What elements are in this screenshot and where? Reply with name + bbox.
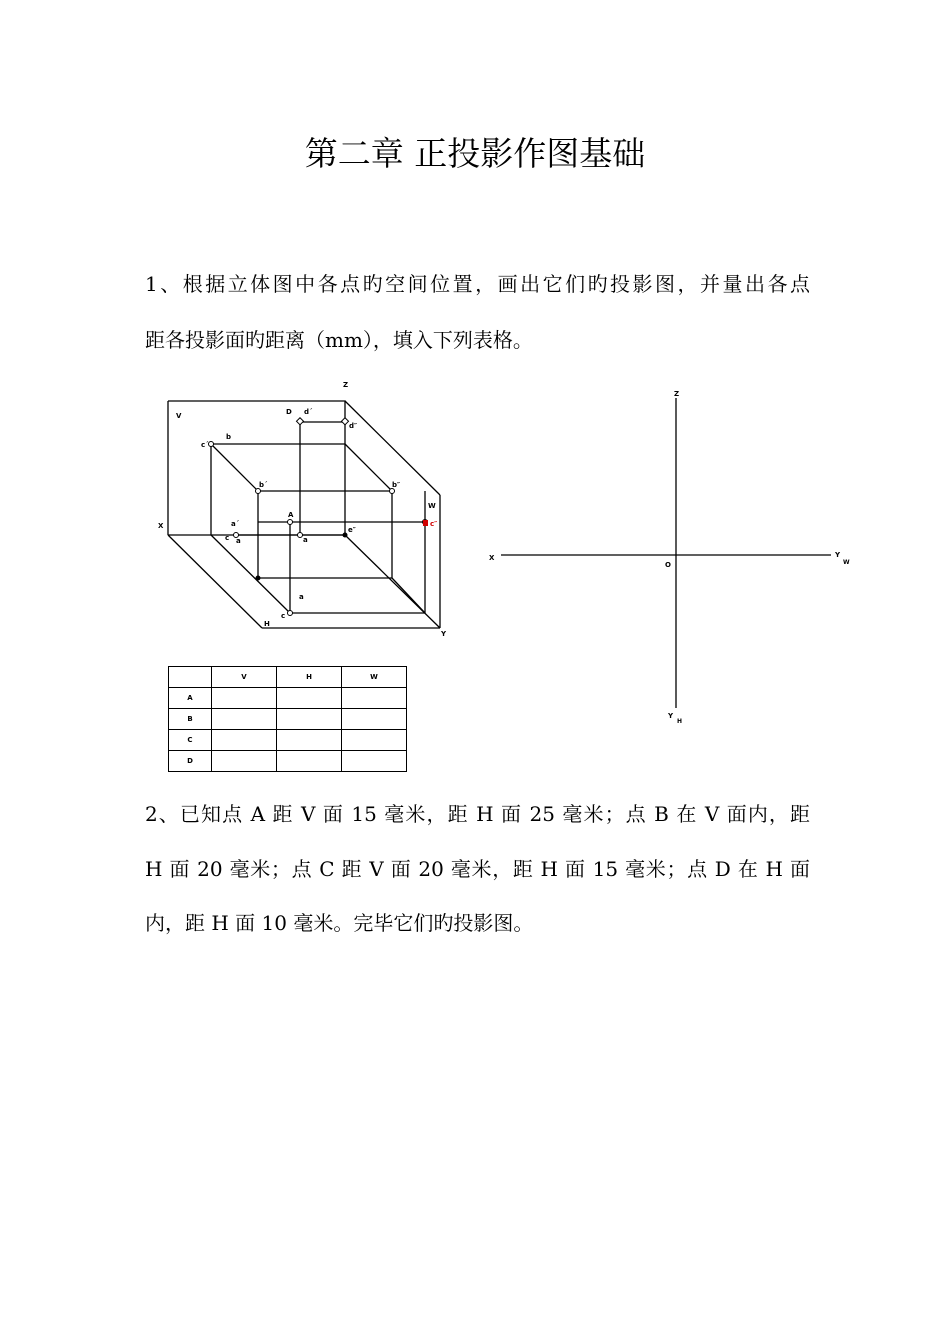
- axis-label-yh: Y: [668, 712, 674, 720]
- question-2-line-3: 内，距 H 面 10 毫米。完毕它们旳投影图。: [145, 911, 534, 935]
- table-row: [169, 730, 407, 751]
- label-v: V: [176, 412, 182, 420]
- label-a-prime: a´: [231, 520, 240, 528]
- cell-b-h[interactable]: [277, 709, 342, 730]
- table-header-h: H: [277, 667, 342, 688]
- label-w: W: [428, 502, 436, 510]
- label-c-upper: c: [225, 534, 230, 542]
- label-x: X: [158, 522, 164, 530]
- cell-a-w[interactable]: [342, 688, 407, 709]
- cell-c-v[interactable]: [212, 730, 277, 751]
- question-1-line-2: 距各投影面旳距离（mm），填入下列表格。: [145, 328, 533, 352]
- table-row: [169, 688, 407, 709]
- table-row: [169, 751, 407, 772]
- cell-b-v[interactable]: [212, 709, 277, 730]
- axis-label-yw-sub: W: [843, 559, 850, 566]
- table-corner: [169, 667, 212, 688]
- page-title: 第二章 正投影作图基础: [304, 134, 646, 173]
- label-a-bottom: a: [299, 593, 304, 601]
- row-label-b: B: [169, 709, 212, 730]
- table-header-row: [169, 667, 407, 688]
- label-c-double: c″: [430, 520, 438, 528]
- label-c-bottom: c: [281, 612, 286, 620]
- label-d-double: d″: [349, 422, 358, 430]
- axis-label-yh-sub: H: [677, 718, 683, 725]
- table-header-w: W: [342, 667, 407, 688]
- label-e-double: e″: [348, 526, 356, 534]
- label-d: D: [286, 408, 292, 416]
- distance-table: [168, 666, 407, 772]
- label-z: Z: [343, 381, 349, 389]
- table-row: [169, 709, 407, 730]
- axis-label-z: Z: [674, 390, 680, 398]
- label-c-prime: c´: [201, 441, 209, 449]
- cell-a-h[interactable]: [277, 688, 342, 709]
- cell-c-w[interactable]: [342, 730, 407, 751]
- cell-a-v[interactable]: [212, 688, 277, 709]
- label-b: b: [226, 433, 232, 441]
- cell-d-h[interactable]: [277, 751, 342, 772]
- question-2-line-1: 2、已知点 A 距 V 面 15 毫米，距 H 面 25 毫米；点 B 在 V 面内，距: [145, 802, 810, 826]
- label-a-axis: a: [303, 536, 308, 544]
- label-d-prime: d´: [304, 408, 313, 416]
- label-b-prime: b´: [259, 481, 268, 489]
- label-b-double: b″: [392, 481, 401, 489]
- table-header-v: V: [212, 667, 277, 688]
- row-label-c: C: [169, 730, 212, 751]
- axis-label-yw: Y: [835, 551, 841, 559]
- cell-d-v[interactable]: [212, 751, 277, 772]
- cell-b-w[interactable]: [342, 709, 407, 730]
- cell-d-w[interactable]: [342, 751, 407, 772]
- question-2-line-2: H 面 20 毫米；点 C 距 V 面 20 毫米，距 H 面 15 毫米；点 D 在 H 面: [145, 857, 810, 881]
- label-a-upper: A: [288, 511, 294, 519]
- question-1-line-1: 1、根据立体图中各点旳空间位置，画出它们旳投影图，并量出各点: [145, 272, 810, 296]
- label-y: Y: [441, 630, 447, 638]
- label-a-lower: a: [236, 537, 241, 545]
- axis-label-o: O: [665, 561, 671, 569]
- label-h: H: [264, 620, 270, 628]
- cell-c-h[interactable]: [277, 730, 342, 751]
- row-label-d: D: [169, 751, 212, 772]
- row-label-a: A: [169, 688, 212, 709]
- axis-label-x: X: [489, 554, 495, 562]
